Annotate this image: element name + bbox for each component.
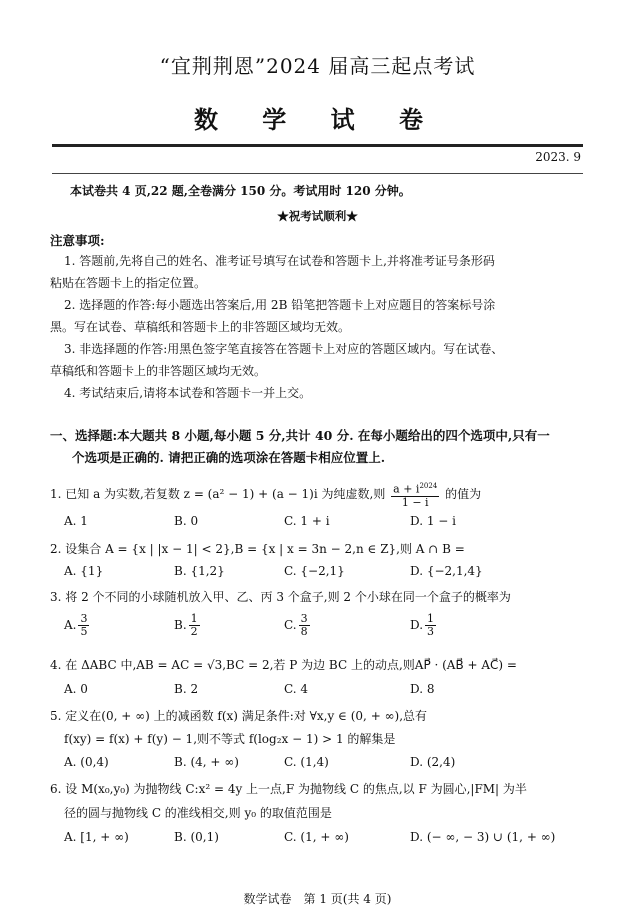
option-c — [284, 613, 312, 638]
question-1-tail: 的值为 — [445, 486, 482, 501]
option-fraction — [189, 613, 200, 638]
question-1-stem: 1. 已知 a 为实数,若复数 z = (a² − 1) + (a − 1)i 为纯虚数,则 — [50, 486, 386, 501]
exam-date: 2023. 9 — [535, 150, 581, 164]
good-luck-line: ★祝考试顺利★ — [277, 209, 358, 223]
option-label: B. — [174, 618, 187, 632]
exam-title: “宜荆荆恩”2024 届高三起点考试 — [159, 54, 476, 78]
option-c: C. (1,4) — [284, 755, 329, 769]
option-d: D. {−2,1,4} — [410, 564, 483, 578]
fraction-denominator: 1 − i — [401, 495, 429, 509]
notice-line: 草稿纸和答题卡上的非答题区域均无效。 — [50, 364, 267, 378]
option-b: B. 0 — [174, 514, 199, 528]
option-a: A. (0,4) — [64, 755, 109, 769]
fraction-numerator: 1 — [427, 612, 435, 625]
question-2: 2. 设集合 A = {x | |x − 1| < 2},B = {x | x = 3n − 2,n ∈ Z},则 A ∩ B = — [50, 542, 465, 556]
option-b — [174, 613, 202, 638]
subject-title: 数 学 试 卷 — [193, 106, 442, 134]
header-rule-thick — [52, 144, 583, 147]
notice-line: 4. 考试结束后,请将本试卷和答题卡一并上交。 — [64, 386, 312, 400]
option-c: C. (1, + ∞) — [284, 830, 349, 844]
option-a: A. [1, + ∞) — [64, 830, 129, 844]
question-5: 5. 定义在(0, + ∞) 上的减函数 f(x) 满足条件:对 ∀x,y ∈ (0, + ∞),总有 — [50, 709, 428, 723]
fraction-denominator: 2 — [190, 625, 198, 638]
option-b: B. (0,1) — [174, 830, 219, 844]
option-c: C. {−2,1} — [284, 564, 345, 578]
option-a: A. 0 — [64, 682, 88, 696]
question-6-cont: 径的圆与抛物线 C 的准线相交,则 y₀ 的取值范围是 — [64, 806, 332, 820]
question-1 — [50, 480, 481, 509]
fraction-denominator: 5 — [80, 625, 88, 638]
question-4: 4. 在 ΔABC 中,AB = AC = √3,BC = 2,若 P 为边 BC 上的动点,则AP⃗ · (AB⃗ + AC⃗) = — [50, 658, 517, 672]
option-a — [64, 613, 91, 638]
option-label: C. — [284, 618, 297, 632]
option-c: C. 4 — [284, 682, 309, 696]
fraction-numerator: 1 — [190, 612, 198, 625]
exam-intro: 本试卷共 4 页,22 题,全卷满分 150 分。考试用时 120 分钟。 — [70, 184, 411, 198]
section-heading-cont: 个选项是正确的. 请把正确的选项涂在答题卡相应位置上. — [72, 450, 386, 465]
option-fraction — [425, 613, 436, 638]
option-fraction — [299, 613, 310, 638]
fraction-numerator: 3 — [80, 612, 88, 625]
fraction-denominator: 8 — [300, 625, 308, 638]
notice-line: 2. 选择题的作答:每小题选出答案后,用 2B 铅笔把答题卡上对应题目的答案标号涂 — [64, 298, 496, 312]
option-d: D. 8 — [410, 682, 435, 696]
option-d — [410, 613, 438, 638]
fraction-denominator: 3 — [427, 625, 435, 638]
page-footer: 数学试卷 第 1 页(共 4 页) — [243, 892, 392, 906]
option-a: A. {1} — [64, 564, 104, 578]
notice-line: 3. 非选择题的作答:用黑色签字笔直接答在答题卡上对应的答题区域内。写在试卷、 — [64, 342, 504, 356]
question-5-cont: f(xy) = f(x) + f(y) − 1,则不等式 f(log₂x − 1) > 1 的解集是 — [64, 732, 396, 746]
option-d: D. (2,4) — [410, 755, 456, 769]
question-3: 3. 将 2 个不同的小球随机放入甲、乙、丙 3 个盒子,则 2 个小球在同一个盒子的概率为 — [50, 590, 511, 604]
fraction-numerator: a + i — [393, 482, 420, 496]
fraction-numerator: 3 — [300, 612, 308, 625]
option-label: D. — [410, 618, 424, 632]
notice-title: 注意事项: — [50, 233, 105, 248]
option-a: A. 1 — [64, 514, 88, 528]
option-fraction — [78, 613, 89, 638]
option-c: C. 1 + i — [284, 514, 330, 528]
notice-line: 黑。写在试卷、草稿纸和答题卡上的非答题区域均无效。 — [50, 320, 351, 334]
option-b: B. {1,2} — [174, 564, 225, 578]
option-b: B. 2 — [174, 682, 199, 696]
header-rule-thin — [52, 173, 583, 174]
fraction-exponent: 2024 — [419, 482, 438, 490]
section-heading: 一、选择题:本大题共 8 小题,每小题 5 分,共计 40 分. 在每小题给出的四个选项中,只有一 — [50, 428, 550, 443]
option-b: B. (4, + ∞) — [174, 755, 239, 769]
question-6: 6. 设 M(x₀,y₀) 为抛物线 C:x² = 4y 上一点,F 为抛物线 C 的焦点,以 F 为圆心,|FM| 为半 — [50, 782, 527, 796]
notice-line: 1. 答题前,先将自己的姓名、准考证号填写在试卷和答题卡上,并将准考证号条形码 — [64, 254, 495, 268]
option-d: D. (− ∞, − 3) ∪ (1, + ∞) — [410, 830, 556, 844]
question-1-fraction — [391, 480, 439, 509]
option-d: D. 1 − i — [410, 514, 456, 528]
option-label: A. — [64, 618, 77, 632]
notice-line: 粘贴在答题卡上的指定位置。 — [50, 276, 207, 290]
